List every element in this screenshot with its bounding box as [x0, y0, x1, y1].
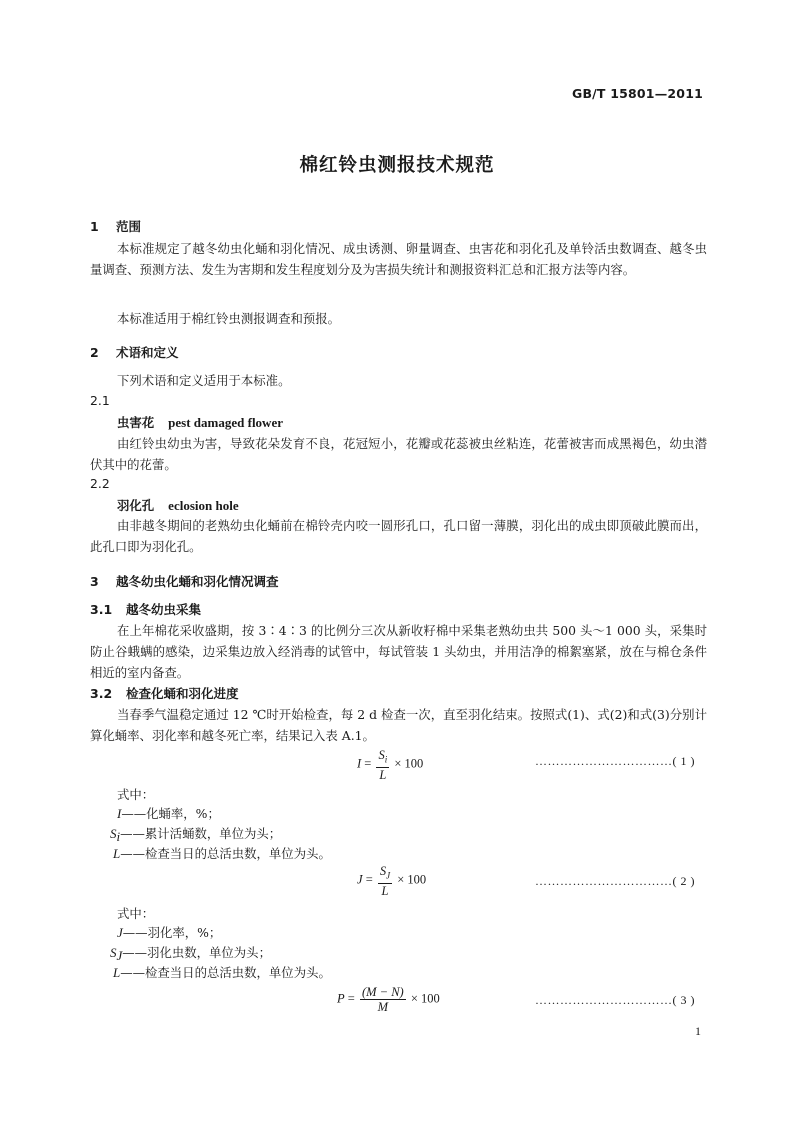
term-heading: [117, 496, 239, 514]
term-chinese: 羽化孔: [117, 498, 155, 513]
equation-3: P = $\frac{(M - N)}{M}$ × 100: [337, 985, 440, 1014]
variable-definition: [113, 843, 331, 864]
term-english: eclosion hole: [168, 498, 239, 513]
fraction: [376, 748, 389, 782]
standard-number: GB/T 15801—2011: [571, 86, 703, 101]
fraction: [378, 864, 392, 898]
term-heading: [117, 413, 283, 431]
where-label: 式中：: [117, 787, 155, 802]
fraction-numerator: (M − N): [361, 985, 404, 999]
multiplier: × 100: [410, 991, 440, 1006]
section-number: 3.1: [90, 602, 113, 617]
fraction-denominator: [376, 768, 389, 782]
variable-symbol: I: [117, 806, 122, 821]
equation-2-number: [535, 874, 695, 889]
section-title: 范围: [116, 219, 142, 234]
section-title: 越冬幼虫采集: [126, 602, 202, 617]
section-number: 3: [90, 574, 99, 589]
multiplier: × 100: [397, 872, 427, 887]
term-number: 2.1: [90, 393, 110, 408]
fraction: [360, 985, 406, 1014]
subsection-3-1-paragraph: 在上年棉花采收盛期，按 3∶4∶3 的比例分三次从新收籽棉中采集老熟幼虫共 500 头～1 000 头，采集时防止谷蛾螨的感染，边采集边放入经消毒的试管中，每试管装 1 头幼虫，并用洁净的棉絮塞紧，放在与棉仓条件相近的室内备查。: [90, 623, 707, 680]
subsection-3-1-heading: [90, 600, 201, 618]
denominator-symbol: L: [381, 883, 389, 898]
variable-description: ——化蛹率，%；: [121, 806, 220, 821]
fraction-numerator: [376, 748, 389, 768]
numerator-symbol: S: [379, 864, 387, 878]
leader-dots: ……………………………: [535, 754, 673, 768]
term-definition: 由红铃虫幼虫为害，导致花朵发育不良，花冠短小，花瓣或花蕊被虫丝粘连，花蕾被害而成黑褐色，幼虫潜伏其中的花蕾。: [90, 436, 707, 472]
section-title: 检查化蛹和羽化进度: [126, 686, 239, 701]
page-title: 棉红铃虫测报技术规范: [299, 155, 495, 176]
section-1-paragraph-2: 本标准适用于棉红铃虫测报调查和预报。: [117, 311, 341, 326]
numerator-subscript: J: [386, 870, 391, 881]
fraction-denominator: [378, 884, 392, 898]
variable-description: ——检查当日的总活虫数，单位为头。: [120, 846, 331, 861]
section-title: 术语和定义: [116, 345, 179, 360]
equation-3-number: [535, 993, 695, 1008]
equation-number: ( 2 ): [672, 874, 695, 888]
variable-subscript: i: [116, 829, 121, 845]
equation-number: ( 3 ): [672, 993, 695, 1007]
equation-1-number: [535, 754, 695, 769]
term-english: pest damaged flower: [168, 415, 283, 430]
section-1-heading: [90, 217, 141, 235]
multiplier: × 100: [394, 756, 424, 771]
variable-symbol: L: [113, 965, 121, 980]
section-3-heading: [90, 572, 279, 590]
variable-description: ——检查当日的总活虫数，单位为头。: [120, 965, 331, 980]
section-2-intro: 下列术语和定义适用于本标准。: [117, 373, 291, 388]
variable-definition: [117, 922, 221, 943]
fraction-denominator: [360, 1000, 406, 1014]
page-number: 1: [695, 1024, 701, 1038]
equation-lhs: P: [337, 991, 345, 1006]
variable-description: ——累计活蛹数，单位为头；: [120, 826, 282, 841]
section-number: 3.2: [90, 686, 113, 701]
variable-symbol: S: [110, 826, 117, 841]
subsection-3-2-paragraph: 当春季气温稳定通过 12 ℃时开始检查，每 2 d 检查一次，直至羽化结束。按照式(1)、式(2)和式(3)分别计算化蛹率、羽化率和越冬死亡率，结果记入表 A.1。: [90, 707, 707, 743]
section-1-paragraph-1: 本标准规定了越冬幼虫化蛹和羽化情况、成虫诱测、卵量调查、虫害花和羽化孔及单铃活虫数调查、越冬虫量调查、预测方法、发生为害期和发生程度划分及为害损失统计和测报资料汇总和汇报方法等内容。: [90, 241, 707, 277]
denominator-symbol: M: [377, 1000, 389, 1014]
variable-definition: [113, 962, 331, 983]
numerator-symbol: S: [378, 748, 385, 762]
where-label: 式中：: [117, 906, 155, 921]
variable-symbol: L: [113, 846, 121, 861]
equation-lhs: J: [357, 872, 363, 887]
variable-symbol: J: [117, 925, 123, 940]
equation-1: I = $\frac{S_i}{L}$ × 100: [357, 748, 424, 782]
equation-lhs: I: [357, 756, 362, 771]
equation-number: ( 1 ): [672, 754, 695, 768]
term-number: 2.2: [90, 476, 110, 491]
leader-dots: ……………………………: [535, 874, 673, 888]
variable-subscript: J: [116, 948, 123, 964]
section-title: 越冬幼虫化蛹和羽化情况调查: [116, 574, 279, 589]
section-number: 1: [90, 219, 99, 234]
variable-description: ——羽化虫数，单位为头；: [122, 945, 271, 960]
section-2-heading: [90, 343, 179, 361]
subsection-3-2-heading: [90, 684, 239, 702]
term-definition: 由非越冬期间的老熟幼虫化蛹前在棉铃壳内咬一圆形孔口，孔口留一薄膜，羽化出的成虫即顶破此膜而出，此孔口即为羽化孔。: [90, 518, 707, 554]
leader-dots: ……………………………: [535, 993, 673, 1007]
variable-definition: [117, 803, 220, 824]
denominator-symbol: L: [379, 767, 387, 782]
variable-description: ——羽化率，%；: [122, 925, 222, 940]
term-chinese: 虫害花: [117, 415, 155, 430]
fraction-numerator: [378, 864, 392, 884]
section-number: 2: [90, 345, 99, 360]
equation-2: J = $\frac{S_J}{L}$ × 100: [357, 864, 427, 898]
variable-symbol: S: [110, 945, 117, 960]
numerator-subscript: i: [384, 754, 388, 765]
